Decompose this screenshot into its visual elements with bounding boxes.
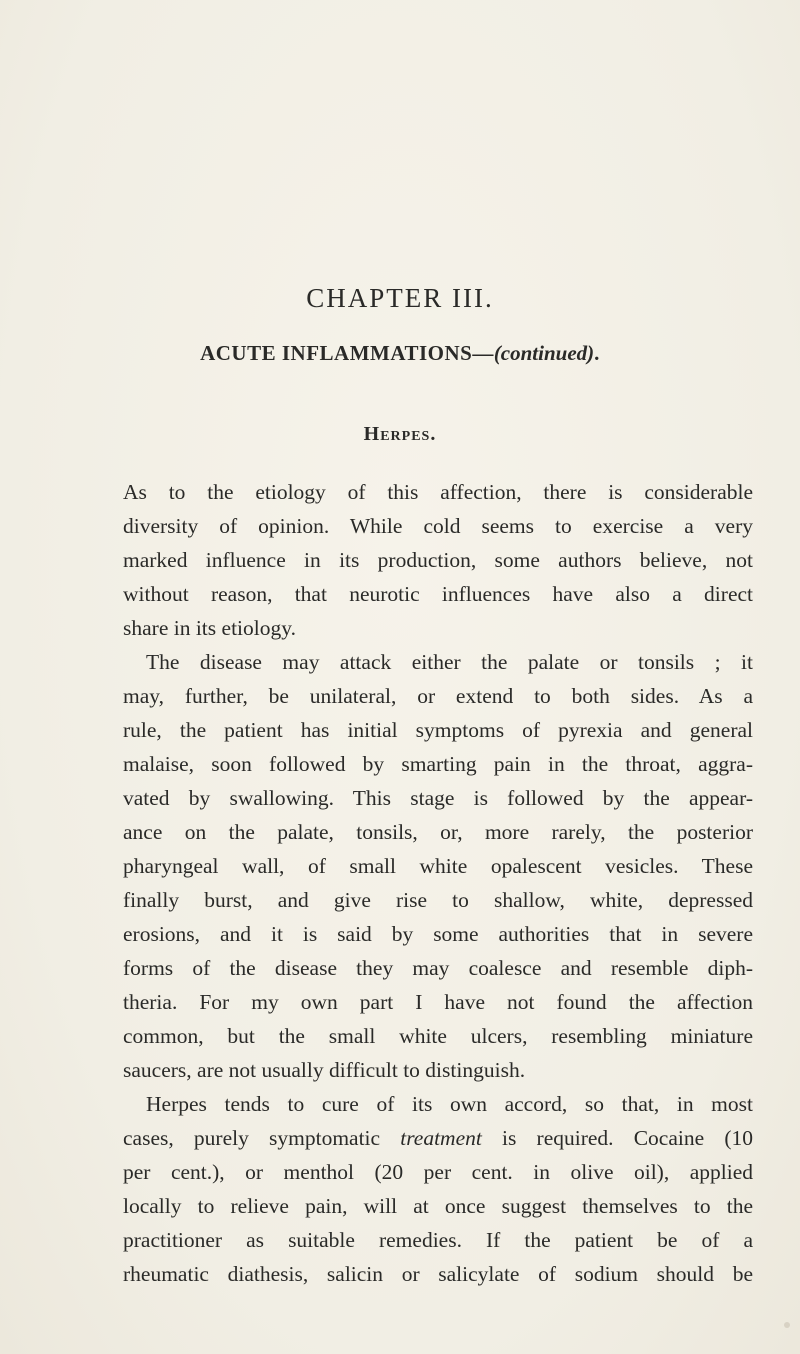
body-line: rheumatic diathesis, salicin or salicylate of sodium should be [123, 1262, 753, 1286]
body-line: locally to relieve pain, will at once suggest themselves to the [123, 1194, 753, 1218]
body-line: The disease may attack either the palate or tonsils ; it [146, 650, 753, 674]
body-line: finally burst, and give rise to shallow, white, depressed [123, 888, 753, 912]
body-line: practitioner as suitable remedies. If the patient be of a [123, 1228, 753, 1252]
body-line: marked influence in its production, some authors believe, not [123, 548, 753, 572]
body-line: pharyngeal wall, of small white opalescent vesicles. These [123, 854, 753, 878]
body-line: diversity of opinion. While cold seems to exercise a very [123, 514, 753, 538]
section-title-text: ACUTE INFLAMMATIONS [200, 341, 473, 365]
paper-mark [784, 1322, 790, 1328]
section-continued-label: (continued) [493, 341, 595, 365]
body-line-part: cases, purely symptomatic [123, 1126, 381, 1150]
body-line: theria. For my own part I have not found the affection [123, 990, 753, 1014]
body-line: forms of the disease they may coalesce and resemble diph- [123, 956, 753, 980]
body-line: erosions, and it is said by some authorities that in severe [123, 922, 753, 946]
body-line: vated by swallowing. This stage is followed by the appear- [123, 786, 753, 810]
body-line: saucers, are not usually difficult to distinguish. [123, 1058, 526, 1082]
body-line-with-emphasis [123, 1123, 753, 1153]
body-line: per cent.), or menthol (20 per cent. in olive oil), applied [123, 1160, 753, 1184]
body-line: without reason, that neurotic influences have also a direct [123, 582, 753, 606]
section-title-period: . [594, 341, 600, 365]
body-line: ance on the palate, tonsils, or, more rarely, the posterior [123, 820, 753, 844]
body-line: rule, the patient has initial symptoms of pyrexia and general [123, 718, 753, 742]
section-title-dash: — [472, 341, 494, 365]
chapter-title: CHAPTER III. [306, 283, 494, 313]
body-line: may, further, be unilateral, or extend to both sides. As a [123, 684, 753, 708]
body-line: As to the etiology of this affection, there is considerable [123, 480, 753, 504]
body-line-part: is required. Cocaine (10 [502, 1126, 753, 1150]
section-title [0, 341, 800, 366]
body-line: share in its etiology. [123, 616, 296, 640]
body-line: malaise, soon followed by smarting pain in the throat, aggra- [123, 752, 753, 776]
emphasized-term: treatment [400, 1126, 482, 1150]
body-line: Herpes tends to cure of its own accord, so that, in most [146, 1092, 753, 1116]
body-line: common, but the small white ulcers, resembling miniature [123, 1024, 753, 1048]
subsection-title-herpes: Herpes. [363, 423, 437, 445]
